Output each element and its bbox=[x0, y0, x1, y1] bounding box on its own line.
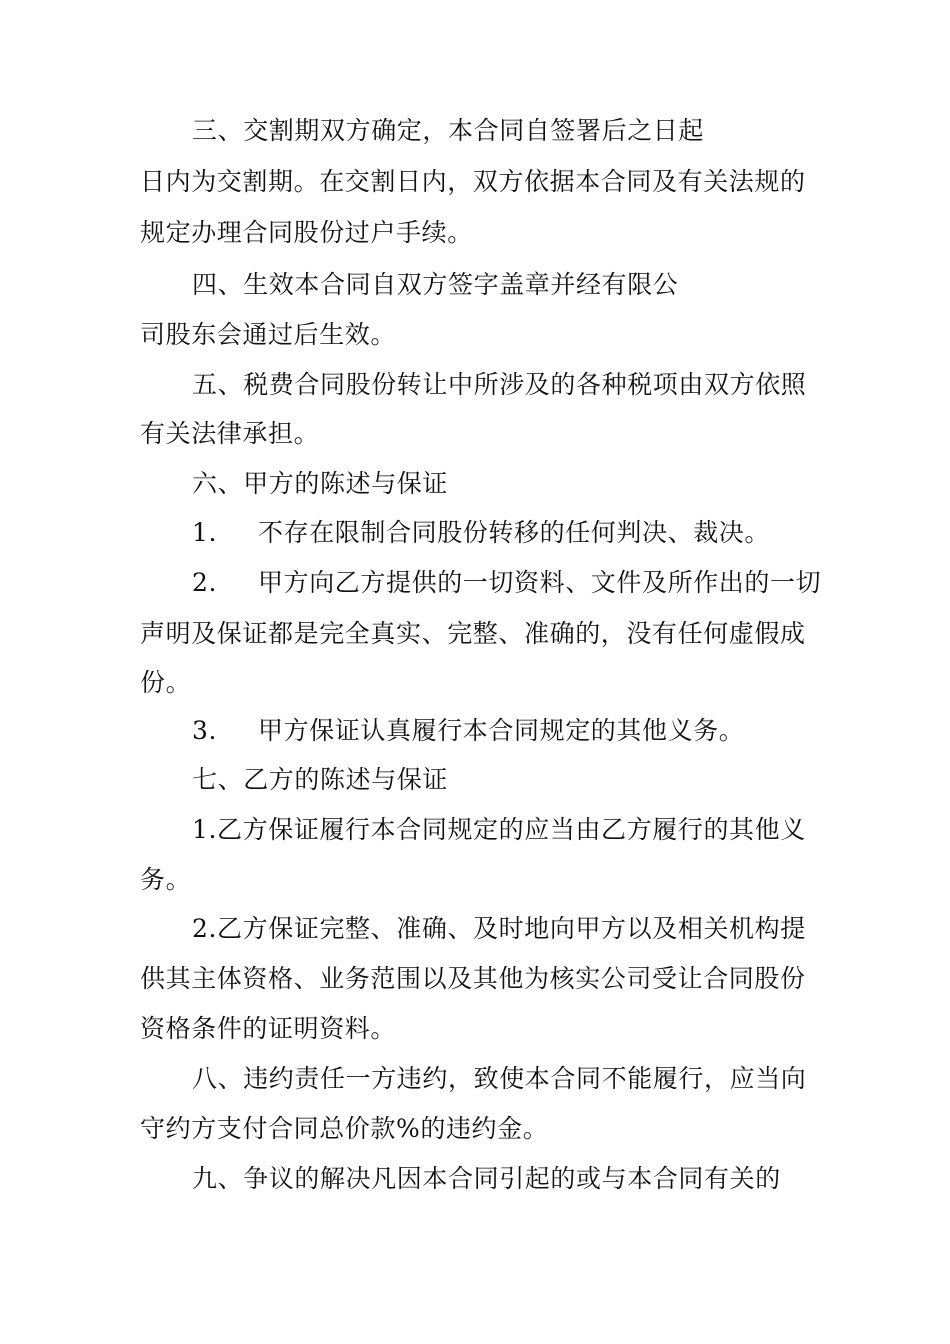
list-item-text: 甲方保证认真履行本合同规定的其他义务。 bbox=[258, 716, 745, 745]
clause-4-title-line: 四、生效本合同自双方签字盖章并经有限公 bbox=[192, 270, 679, 299]
clause-7-item-2-continuation: 资格条件的证明资料。 bbox=[140, 1014, 397, 1043]
clause-4-text-line: 司股东会通过后生效。 bbox=[140, 320, 397, 349]
list-number: 1. bbox=[192, 518, 218, 547]
clause-6-heading: 六、甲方的陈述与保证 bbox=[192, 469, 449, 498]
clause-9-title-line: 九、争议的解决凡因本合同引起的或与本合同有关的 bbox=[192, 1164, 781, 1193]
clause-6-item-3 bbox=[192, 716, 744, 746]
clause-8-title-line: 八、违约责任一方违约，致使本合同不能履行，应当向 bbox=[192, 1064, 807, 1093]
list-number: 3. bbox=[192, 716, 218, 745]
clause-6-item-1 bbox=[192, 518, 770, 548]
list-item-text: 甲方向乙方提供的一切资料、文件及所作出的一切 bbox=[258, 568, 822, 597]
clause-8-text-line: 守约方支付合同总价款%的违约金。 bbox=[140, 1114, 549, 1143]
clause-6-item-2-continuation: 份。 bbox=[140, 668, 192, 697]
clause-3-title-line: 三、交割期双方确定，本合同自签署后之日起 bbox=[192, 116, 705, 145]
clause-7-item-2: 2.乙方保证完整、准确、及时地向甲方以及相关机构提 bbox=[192, 914, 806, 943]
clause-7-item-2-continuation: 供其主体资格、业务范围以及其他为核实公司受让合同股份 bbox=[140, 964, 806, 993]
clause-3-text-line: 规定办理合同股份过户手续。 bbox=[140, 218, 473, 247]
clause-7-item-1: 1.乙方保证履行本合同规定的应当由乙方履行的其他义 bbox=[192, 815, 806, 844]
clause-5-text-line: 有关法律承担。 bbox=[140, 419, 320, 448]
clause-7-item-1-continuation: 务。 bbox=[140, 865, 192, 894]
clause-6-item-2-continuation: 声明及保证都是完全真实、完整、准确的，没有任何虚假成 bbox=[140, 619, 806, 648]
clause-5-title-line: 五、税费合同股份转让中所涉及的各种税项由双方依照 bbox=[192, 370, 807, 399]
list-number: 2. bbox=[192, 568, 218, 597]
clause-6-item-2 bbox=[192, 568, 821, 598]
clause-3-text-line: 日内为交割期。在交割日内，双方依据本合同及有关法规的 bbox=[140, 167, 806, 196]
list-item-text: 不存在限制合同股份转移的任何判决、裁决。 bbox=[258, 518, 771, 547]
clause-7-heading: 七、乙方的陈述与保证 bbox=[192, 765, 449, 794]
